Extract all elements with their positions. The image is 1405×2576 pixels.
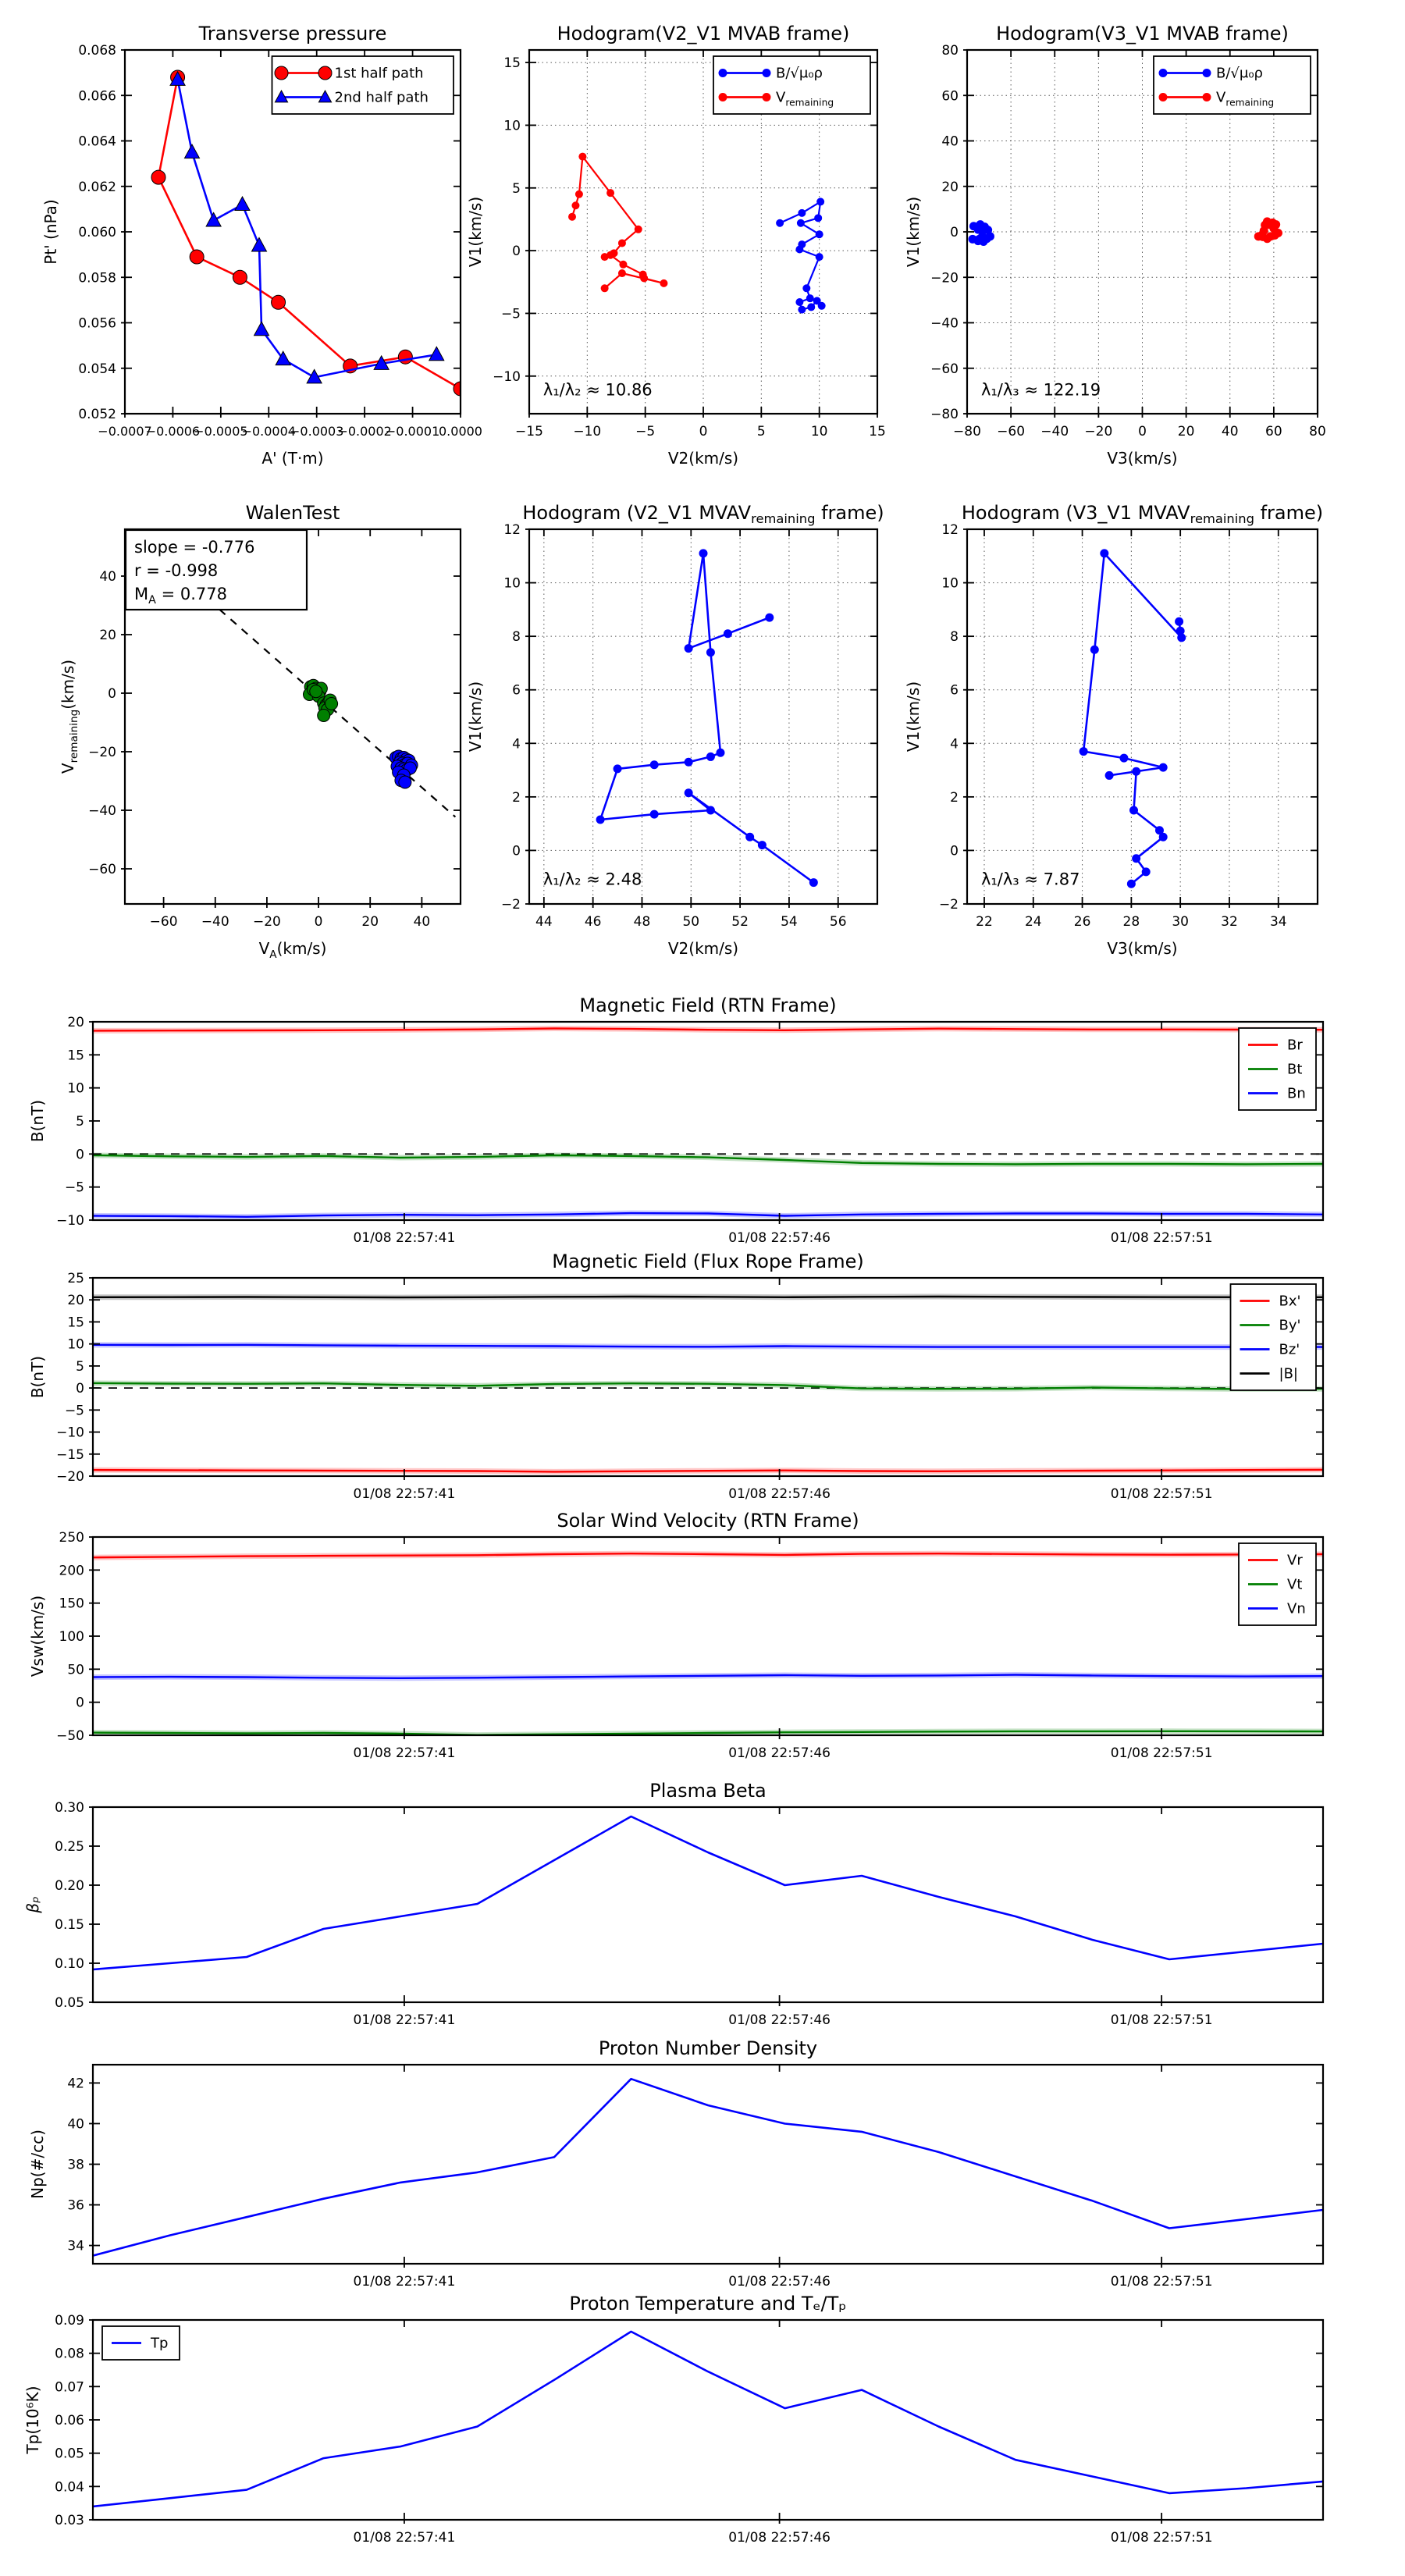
x-tick-label: −10 xyxy=(573,424,602,439)
legend xyxy=(272,56,454,114)
y-tick-label: −20 xyxy=(930,270,959,286)
x-tick-label: 01/08 22:57:41 xyxy=(353,2530,456,2546)
y-tick-label: 100 xyxy=(59,1629,84,1645)
y-tick-label: 12 xyxy=(503,522,521,538)
x-tick-label: 24 xyxy=(1024,914,1042,930)
x-tick-label: 40 xyxy=(413,914,431,930)
x-tick-label: 20 xyxy=(1177,424,1195,439)
y-tick-label: 5 xyxy=(512,180,521,197)
y-tick-label: 0.05 xyxy=(55,1995,84,2011)
y-tick-label: 8 xyxy=(950,629,959,646)
legend xyxy=(1231,1284,1317,1390)
x-tick-label: 30 xyxy=(1172,914,1189,930)
legend-label: Vn xyxy=(1287,1600,1306,1617)
x-tick-label: −20 xyxy=(1084,424,1113,439)
x-tick-label: 52 xyxy=(731,914,749,930)
legend-label: |B| xyxy=(1279,1365,1298,1382)
series-2nd-half-path xyxy=(170,72,444,383)
x-tick-label: 01/08 22:57:51 xyxy=(1110,2012,1213,2028)
y-tick-label: 0.05 xyxy=(55,2446,84,2462)
y-tick-label: −10 xyxy=(493,368,521,385)
y-tick-label: −20 xyxy=(88,745,116,760)
y-tick-label: 2 xyxy=(950,789,959,806)
chart-hodogram-v3v1-mvab xyxy=(904,23,1326,468)
x-tick-label: −0.0001 xyxy=(385,424,440,439)
y-tick-label: 0.062 xyxy=(78,179,116,195)
x-tick-label: 56 xyxy=(829,914,847,930)
y-tick-label: 15 xyxy=(67,1315,84,1331)
y-tick-label: 0 xyxy=(76,1695,84,1711)
y-axis-label: V1(km/s) xyxy=(466,681,485,753)
y-tick-label: −10 xyxy=(56,1213,84,1229)
series-bx- xyxy=(93,1470,1323,1472)
y-tick-label: 0.068 xyxy=(78,43,116,59)
y-tick-label: 0 xyxy=(512,244,521,260)
y-tick-label: 0 xyxy=(76,1381,84,1397)
x-tick-label: 01/08 22:57:41 xyxy=(353,1486,456,1502)
x-tick-label: 34 xyxy=(1269,914,1287,930)
series-beta-p xyxy=(93,1816,1323,1969)
x-tick-label: 0.0000 xyxy=(439,424,482,439)
legend xyxy=(102,2326,180,2360)
legend xyxy=(713,56,870,114)
y-tick-label: 0.058 xyxy=(78,270,116,286)
y-tick-label: 0.08 xyxy=(55,2346,84,2362)
y-tick-label: 0 xyxy=(512,843,521,859)
x-axis-label: V3(km/s) xyxy=(1107,939,1178,958)
legend-label: B/√μ₀ρ xyxy=(1216,65,1263,82)
x-tick-label: −20 xyxy=(252,914,281,930)
y-tick-label: 10 xyxy=(67,1336,84,1353)
x-tick-label: −0.0004 xyxy=(241,424,296,439)
x-tick-label: 01/08 22:57:46 xyxy=(728,2274,831,2290)
series-v-remaining xyxy=(568,153,667,293)
series-tp xyxy=(93,2332,1323,2507)
y-tick-label: −20 xyxy=(56,1469,84,1485)
y-tick-label: −60 xyxy=(930,361,959,377)
series-b-sqrt-mu0-rho- xyxy=(969,220,994,246)
y-tick-label: −15 xyxy=(56,1446,84,1463)
y-tick-label: 10 xyxy=(503,575,521,592)
y-tick-label: 6 xyxy=(512,682,521,699)
y-tick-label: −40 xyxy=(88,803,116,819)
y-tick-label: 20 xyxy=(67,1293,84,1309)
annotation: λ₁/λ₃ ≈ 7.87 xyxy=(980,870,1080,889)
x-tick-label: 0 xyxy=(699,424,708,439)
x-tick-label: 44 xyxy=(535,914,553,930)
stats-line: $M_A = 0.778$ xyxy=(134,585,227,607)
series-hodogram-path xyxy=(596,549,818,887)
series-bz- xyxy=(93,1345,1323,1347)
legend-label: $V_{remaining}$ xyxy=(1216,89,1275,109)
y-tick-label: 2 xyxy=(512,789,521,806)
legend xyxy=(1239,1028,1316,1110)
legend-label: Bx' xyxy=(1279,1293,1301,1310)
y-tick-label: 0.03 xyxy=(55,2513,84,2528)
chart-title: Plasma Beta xyxy=(649,1780,767,1802)
x-tick-label: −0.0006 xyxy=(145,424,201,439)
y-tick-label: 80 xyxy=(941,43,959,59)
annotation: λ₁/λ₂ ≈ 2.48 xyxy=(542,870,642,889)
x-tick-label: 28 xyxy=(1122,914,1140,930)
y-tick-label: −5 xyxy=(64,1403,84,1419)
legend-label: Vt xyxy=(1287,1576,1303,1593)
chart-proton-temperature xyxy=(23,2293,1323,2546)
chart-title: WalenTest xyxy=(245,502,340,524)
x-tick-label: 80 xyxy=(1309,424,1326,439)
legend-label: 2nd half path xyxy=(334,89,429,106)
y-tick-label: 12 xyxy=(941,522,959,538)
series-vt xyxy=(93,1731,1323,1735)
x-tick-label: 01/08 22:57:46 xyxy=(728,2012,831,2028)
y-tick-label: 36 xyxy=(67,2197,84,2214)
chart-title: Transverse pressure xyxy=(198,23,387,44)
x-tick-label: −40 xyxy=(1040,424,1069,439)
series-b-sqrt-mu0-rho- xyxy=(776,197,826,313)
series-cluster-blue xyxy=(389,750,418,788)
chart-transverse-pressure xyxy=(41,23,482,468)
y-tick-label: 42 xyxy=(67,2076,84,2092)
y-tick-label: 10 xyxy=(941,575,959,592)
y-tick-label: 38 xyxy=(67,2157,84,2173)
y-tick-label: 0.060 xyxy=(78,225,116,240)
legend xyxy=(1154,56,1311,114)
chart-title: Magnetic Field (Flux Rope Frame) xyxy=(552,1251,864,1272)
chart-magnetic-field-flux-rope xyxy=(28,1251,1323,1502)
chart-title: Hodogram (V2_V1 $MVAV_{remaining}$ frame) xyxy=(522,502,884,526)
y-tick-label: 10 xyxy=(67,1080,84,1097)
y-tick-label: 0.30 xyxy=(55,1800,84,1816)
y-tick-label: 4 xyxy=(512,736,521,753)
chart-title: Hodogram (V3_V1 $MVAV_{remaining}$ frame) xyxy=(961,502,1324,526)
y-tick-label: 8 xyxy=(512,629,521,646)
x-tick-label: 01/08 22:57:46 xyxy=(728,2530,831,2546)
chart-magnetic-field-rtn xyxy=(28,994,1323,1246)
y-tick-label: 0.064 xyxy=(78,133,116,150)
x-tick-label: 0 xyxy=(314,914,323,930)
y-tick-label: 0.04 xyxy=(55,2479,84,2496)
x-tick-label: −60 xyxy=(149,914,178,930)
y-tick-label: 20 xyxy=(67,1015,84,1030)
y-tick-label: 0.052 xyxy=(78,407,116,422)
y-tick-label: 15 xyxy=(503,55,521,72)
x-tick-label: −60 xyxy=(997,424,1026,439)
x-tick-label: 15 xyxy=(869,424,886,439)
y-axis-label: B(nT) xyxy=(28,1099,47,1143)
legend-label: Tp xyxy=(151,2335,169,2352)
legend-label: Br xyxy=(1287,1037,1303,1054)
x-tick-label: 46 xyxy=(584,914,602,930)
chart-proton-number-density xyxy=(28,2037,1323,2290)
y-tick-label: 0.15 xyxy=(55,1917,84,1933)
y-tick-label: −2 xyxy=(938,897,959,913)
chart-hodogram-v2v1-mvav xyxy=(466,502,884,958)
x-tick-label: −80 xyxy=(953,424,981,439)
legend xyxy=(1239,1543,1316,1625)
chart-title: Magnetic Field (RTN Frame) xyxy=(579,994,837,1016)
y-tick-label: 40 xyxy=(67,2116,84,2133)
y-tick-label: 0.20 xyxy=(55,1878,84,1894)
y-tick-label: 0.06 xyxy=(55,2413,84,2428)
x-tick-label: 01/08 22:57:51 xyxy=(1110,2530,1213,2546)
annotation: λ₁/λ₂ ≈ 10.86 xyxy=(542,380,653,400)
series-cluster-green xyxy=(304,679,338,721)
chart-solar-wind-velocity xyxy=(28,1510,1323,1761)
y-axis-label: V1(km/s) xyxy=(904,681,923,753)
stats-line: slope = -0.776 xyxy=(134,538,255,557)
y-axis-label: Np(#/cc) xyxy=(28,2129,47,2199)
legend-label: 1st half path xyxy=(334,65,424,82)
x-tick-label: 50 xyxy=(682,914,700,930)
y-tick-label: −2 xyxy=(500,897,521,913)
y-tick-label: 0.056 xyxy=(78,315,116,332)
y-axis-label: Tp(10⁶K) xyxy=(23,2386,42,2454)
y-tick-label: 0.10 xyxy=(55,1956,84,1972)
x-tick-label: 01/08 22:57:46 xyxy=(728,1745,831,1761)
annotation: λ₁/λ₃ ≈ 122.19 xyxy=(980,380,1101,400)
y-tick-label: −10 xyxy=(56,1425,84,1441)
legend-label: Vr xyxy=(1287,1552,1303,1569)
chart-hodogram-v3v1-mvav xyxy=(904,502,1323,958)
y-tick-label: 10 xyxy=(503,118,521,134)
x-axis-label: $V_A(km/s)$ xyxy=(258,939,327,961)
y-tick-label: −5 xyxy=(500,306,521,322)
y-axis-label: $V_{remaining}(km/s)$ xyxy=(59,659,80,774)
x-axis-label: V3(km/s) xyxy=(1107,449,1178,468)
x-tick-label: 01/08 22:57:41 xyxy=(353,1230,456,1246)
chart-walen-test xyxy=(59,502,461,961)
legend-label: Bt xyxy=(1287,1061,1303,1078)
y-tick-label: −80 xyxy=(930,407,959,422)
x-tick-label: −0.0002 xyxy=(337,424,392,439)
x-tick-label: 01/08 22:57:41 xyxy=(353,2012,456,2028)
y-tick-label: 5 xyxy=(76,1114,84,1130)
y-tick-label: 0.25 xyxy=(55,1839,84,1855)
y-tick-label: 40 xyxy=(99,569,116,585)
x-tick-label: 22 xyxy=(976,914,993,930)
y-tick-label: 0 xyxy=(950,225,959,240)
y-tick-label: 20 xyxy=(941,179,959,195)
chart-title: Hodogram(V2_V1 MVAB frame) xyxy=(557,23,850,44)
y-axis-label: B(nT) xyxy=(28,1355,47,1399)
x-tick-label: 01/08 22:57:51 xyxy=(1110,1230,1213,1246)
y-axis-label: V1(km/s) xyxy=(466,196,485,268)
x-axis-label: A' (T·m) xyxy=(261,449,324,468)
y-tick-label: 0.054 xyxy=(78,361,116,377)
y-tick-label: 0 xyxy=(108,686,116,702)
y-tick-label: 0.09 xyxy=(55,2313,84,2329)
y-tick-label: 0 xyxy=(76,1147,84,1163)
chart-title: Proton Number Density xyxy=(598,2037,818,2059)
y-tick-label: −50 xyxy=(56,1728,84,1744)
series-bt xyxy=(93,1155,1323,1165)
stats-line: r = -0.998 xyxy=(134,561,219,580)
x-tick-label: −0.0007 xyxy=(98,424,152,439)
y-tick-label: 15 xyxy=(67,1048,84,1064)
y-tick-label: 0.07 xyxy=(55,2379,84,2396)
legend-label: B/√μ₀ρ xyxy=(776,65,823,82)
y-tick-label: 50 xyxy=(67,1662,84,1678)
x-tick-label: 60 xyxy=(1265,424,1282,439)
series-vn xyxy=(93,1675,1323,1678)
x-tick-label: 01/08 22:57:41 xyxy=(353,1745,456,1761)
x-tick-label: −5 xyxy=(635,424,656,439)
y-tick-label: 4 xyxy=(950,736,959,753)
stats-textbox xyxy=(126,530,307,610)
y-tick-label: 20 xyxy=(99,628,116,643)
x-axis-label: V2(km/s) xyxy=(667,449,739,468)
x-tick-label: 10 xyxy=(810,424,828,439)
x-tick-label: 40 xyxy=(1221,424,1239,439)
x-tick-label: −15 xyxy=(515,424,543,439)
x-tick-label: −0.0005 xyxy=(194,424,248,439)
y-axis-label: Vsw(km/s) xyxy=(28,1595,47,1678)
chart-title: Proton Temperature and Tₑ/Tₚ xyxy=(569,2293,847,2314)
x-tick-label: 26 xyxy=(1073,914,1091,930)
x-tick-label: 48 xyxy=(633,914,651,930)
y-axis-label: V1(km/s) xyxy=(904,196,923,268)
series-bn xyxy=(93,1213,1323,1217)
y-tick-label: −5 xyxy=(64,1179,84,1196)
x-tick-label: 5 xyxy=(756,424,766,439)
series-np xyxy=(93,2079,1323,2255)
y-tick-label: 0.066 xyxy=(78,88,116,105)
series-vr xyxy=(93,1553,1323,1557)
chart-title: Hodogram(V3_V1 MVAB frame) xyxy=(996,23,1289,44)
x-tick-label: 54 xyxy=(781,914,798,930)
x-tick-label: 0 xyxy=(1138,424,1147,439)
x-tick-label: 01/08 22:57:51 xyxy=(1110,1745,1213,1761)
series-hodogram-path xyxy=(1080,549,1186,888)
y-axis-label: Pt' (nPa) xyxy=(41,199,60,265)
x-tick-label: 01/08 22:57:46 xyxy=(728,1486,831,1502)
y-tick-label: 34 xyxy=(67,2238,84,2254)
y-tick-label: 200 xyxy=(59,1563,84,1579)
y-tick-label: 150 xyxy=(59,1596,84,1612)
x-tick-label: 20 xyxy=(361,914,379,930)
y-tick-label: 40 xyxy=(941,133,959,150)
x-tick-label: −0.0003 xyxy=(290,424,344,439)
x-tick-label: 01/08 22:57:46 xyxy=(728,1230,831,1246)
legend-label: Bz' xyxy=(1279,1341,1300,1358)
y-axis-label: βₚ xyxy=(23,1896,42,1913)
y-tick-label: 6 xyxy=(950,682,959,699)
x-axis-label: V2(km/s) xyxy=(667,939,739,958)
y-tick-label: −40 xyxy=(930,315,959,332)
series-v-remaining xyxy=(1254,217,1282,243)
y-tick-label: 60 xyxy=(941,88,959,105)
chart-hodogram-v2v1-mvab xyxy=(466,23,886,468)
y-tick-label: 250 xyxy=(59,1530,84,1546)
x-tick-label: 32 xyxy=(1221,914,1238,930)
y-tick-label: 5 xyxy=(76,1358,84,1375)
legend-label: $V_{remaining}$ xyxy=(776,89,834,109)
y-tick-label: 25 xyxy=(67,1271,84,1286)
x-tick-label: 01/08 22:57:51 xyxy=(1110,2274,1213,2290)
series-1st-half-path xyxy=(151,70,468,396)
series-br xyxy=(93,1029,1323,1031)
x-tick-label: −40 xyxy=(201,914,229,930)
legend-label: By' xyxy=(1279,1317,1301,1334)
y-tick-label: −60 xyxy=(88,862,116,877)
x-tick-label: 01/08 22:57:51 xyxy=(1110,1486,1213,1502)
x-tick-label: 01/08 22:57:41 xyxy=(353,2274,456,2290)
legend-label: Bn xyxy=(1287,1085,1306,1102)
chart-plasma-beta xyxy=(23,1780,1323,2028)
chart-title: Solar Wind Velocity (RTN Frame) xyxy=(557,1510,859,1532)
y-tick-label: 0 xyxy=(950,843,959,859)
